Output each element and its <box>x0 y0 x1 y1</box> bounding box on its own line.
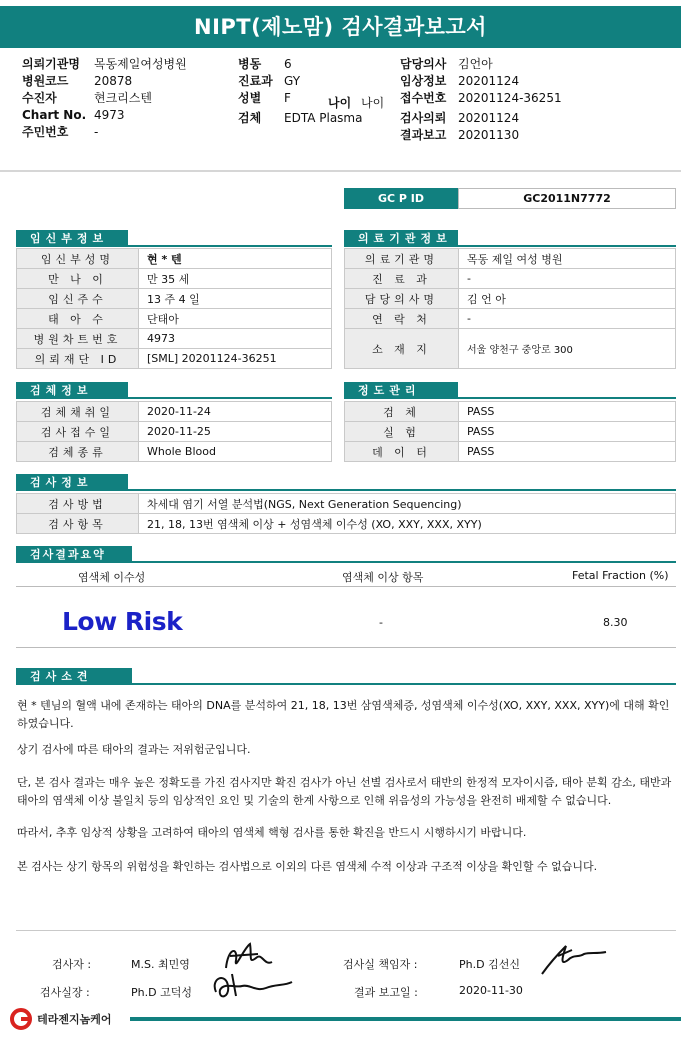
header-field <box>22 124 187 141</box>
institution-row-value: 김 언 아 <box>459 289 676 309</box>
pregnant-row-value: 4973 <box>139 329 332 349</box>
header-field-label: 병동 <box>238 57 262 71</box>
pregnant-row-value: 13 주 4 일 <box>139 289 332 309</box>
header-field-label: 수진자 <box>22 91 57 105</box>
qc-row <box>345 442 676 462</box>
institution-row-value: 목동 제일 여성 병원 <box>459 249 676 269</box>
tester-label: 검사자 : <box>52 958 92 971</box>
institution-row <box>345 329 676 369</box>
header-field-value: 20201130 <box>458 128 520 142</box>
header-field <box>238 110 362 127</box>
section-institution-info: 의료기관정보 <box>344 230 458 247</box>
qc-row-value: PASS <box>459 422 676 442</box>
summary-col-abnormal: 염색체 이상 항목 <box>342 571 424 584</box>
header-field-value: F <box>284 91 291 105</box>
section-pregnant-info: 임신부정보 <box>16 230 128 247</box>
director-signature <box>206 968 296 1004</box>
qc-row <box>345 422 676 442</box>
header-column-2 <box>238 56 362 127</box>
report-date: 2020-11-30 <box>459 984 523 997</box>
opinion-paragraph: 본 검사는 상기 항목의 위험성을 확인하는 검사법으로 이외의 다른 염색체 수적 이상과 구조적 이상을 확인할 수 없습니다. <box>17 860 598 873</box>
summary-result: Low Risk <box>62 607 183 636</box>
lab-head-label: 검사실 책임자 : <box>343 958 418 971</box>
institution-row <box>345 269 676 289</box>
header-field <box>400 127 562 144</box>
section-test-info: 검사정보 <box>16 474 128 491</box>
header-field-label: 주민번호 <box>22 125 69 139</box>
header-field <box>22 90 187 107</box>
gcpid-label: GC P ID <box>344 188 458 209</box>
institution-info-table <box>344 248 676 369</box>
test-row-label: 검사방법 <box>17 494 139 514</box>
header-field-label: 결과보고 <box>400 128 447 142</box>
section-specimen-info: 검체정보 <box>16 382 128 399</box>
header-field-label: 진료과 <box>238 74 273 88</box>
age-value: 나이 <box>361 96 385 110</box>
header-field-value: 20201124-36251 <box>458 91 562 105</box>
pregnant-row-label: 만 나 이 <box>17 269 139 289</box>
header-field-value: GY <box>284 74 301 88</box>
qc-row <box>345 402 676 422</box>
specimen-row <box>17 442 332 462</box>
header-field <box>400 73 562 90</box>
header-field-label: 담당의사 <box>400 57 447 71</box>
pregnant-row-label: 임신주수 <box>17 289 139 309</box>
header-column-1 <box>22 56 187 141</box>
logo-mark-icon <box>10 1008 32 1030</box>
header-field-value: 20201124 <box>458 111 520 125</box>
header-field-label: 병원코드 <box>22 74 69 88</box>
header-field-label: 검사의뢰 <box>400 111 447 125</box>
header-field-value: 6 <box>284 57 292 71</box>
specimen-row-value: 2020-11-25 <box>139 422 332 442</box>
pregnant-row-value: 현 * 텐 <box>139 249 332 269</box>
institution-row-label: 소 재 지 <box>345 329 459 369</box>
pregnant-row <box>17 349 332 369</box>
test-row-value: 차세대 염기 서열 분석법(NGS, Next Generation Sequencing) <box>139 494 676 514</box>
pregnant-row-label: 임신부성명 <box>17 249 139 269</box>
specimen-row-value: Whole Blood <box>139 442 332 462</box>
header-field-label: 의뢰기관명 <box>22 57 80 71</box>
institution-row <box>345 289 676 309</box>
header-field <box>400 110 562 127</box>
header-field-label: 성별 <box>238 91 262 105</box>
header-field-value: EDTA Plasma <box>284 111 363 125</box>
header-field-value: 김언아 <box>458 57 493 71</box>
opinion-paragraph: 현 * 텐님의 혈액 내에 존재하는 태아의 DNA를 분석하여 21, 18, 13번 삼염색체증, 성염색체 이수성(XO, XXY, XXX, XYY)에 대해 확인하였습니다. <box>17 699 670 730</box>
section-opinion: 검사소견 <box>16 668 132 685</box>
specimen-info-table <box>16 401 332 462</box>
director-label: 검사실장 : <box>40 986 90 999</box>
pregnant-row <box>17 269 332 289</box>
header-field-value: 20878 <box>94 74 133 88</box>
signature-rule <box>16 930 676 931</box>
section-rule <box>16 683 676 685</box>
header-field <box>400 90 562 107</box>
institution-row-value: - <box>459 309 676 329</box>
header-field-label: 접수번호 <box>400 91 447 105</box>
institution-row-value: - <box>459 269 676 289</box>
header-field-label: Chart No. <box>22 108 87 122</box>
pregnant-info-table <box>16 248 332 369</box>
header-field <box>22 107 187 124</box>
section-rule <box>16 561 676 563</box>
age-field <box>328 95 384 112</box>
qc-table <box>344 401 676 462</box>
pregnant-row-value: 단태아 <box>139 309 332 329</box>
footer-rule <box>130 1017 681 1021</box>
section-rule <box>344 245 676 247</box>
header-field <box>22 73 187 90</box>
institution-row-label: 진 료 과 <box>345 269 459 289</box>
institution-row-label: 담당의사명 <box>345 289 459 309</box>
section-rule <box>16 489 676 491</box>
summary-col-aneuploidy: 염색체 이수성 <box>78 571 146 584</box>
pregnant-row-value: 만 35 세 <box>139 269 332 289</box>
header-column-3 <box>400 56 562 144</box>
qc-row-label: 실 험 <box>345 422 459 442</box>
gcpid-value: GC2011N7772 <box>458 188 676 209</box>
pregnant-row <box>17 289 332 309</box>
opinion-paragraph: 상기 검사에 따른 태아의 결과는 저위험군입니다. <box>17 743 251 756</box>
pregnant-row-label: 병원차트번호 <box>17 329 139 349</box>
qc-row-label: 데 이 터 <box>345 442 459 462</box>
opinion-paragraph: 단, 본 검사 결과는 매우 높은 정확도를 가진 검사지만 확진 검사가 아닌 선별 검사로서 태반의 한정적 모자이시즘, 태아 분획 감소, 태반과 태아의 염색체 이상 불일치 등의 임상적인 요인 및 기술의 한계 사항으로 인해 위음성의 가능성을 완전히 배제할 수 없습니다. <box>17 776 672 807</box>
company-logo <box>10 1008 111 1030</box>
header-field <box>400 56 562 73</box>
test-row-value: 21, 18, 13번 염색체 이상 + 성염색체 이수성 (XO, XXY, XXX, XYY) <box>139 514 676 534</box>
pregnant-row-label: 의뢰재단 ID <box>17 349 139 369</box>
director-name: Ph.D 고덕성 <box>131 986 192 999</box>
age-label: 나이 <box>328 96 352 110</box>
test-row-label: 검사항목 <box>17 514 139 534</box>
qc-row-label: 검 체 <box>345 402 459 422</box>
section-rule <box>16 245 332 247</box>
institution-row-label: 의료기관명 <box>345 249 459 269</box>
header-field <box>238 56 362 73</box>
header-field-label: 임상정보 <box>400 74 447 88</box>
pregnant-row-label: 태 아 수 <box>17 309 139 329</box>
lab-head-name: Ph.D 김선신 <box>459 958 520 971</box>
section-qc: 정도관리 <box>344 382 458 399</box>
lab-head-signature <box>538 940 610 980</box>
report-date-label: 결과 보고일 : <box>354 986 418 999</box>
summary-col-fetal-fraction: Fetal Fraction (%) <box>572 569 669 582</box>
header-field-value: 목동제일여성병원 <box>94 57 187 71</box>
specimen-row <box>17 422 332 442</box>
institution-row-label: 연 락 처 <box>345 309 459 329</box>
header-field-value: 20201124 <box>458 74 520 88</box>
header-field <box>22 56 187 73</box>
section-rule <box>344 397 676 399</box>
specimen-row <box>17 402 332 422</box>
summary-abnormal-value: - <box>379 616 383 629</box>
summary-header-rule <box>16 586 676 587</box>
summary-fetal-fraction-value: 8.30 <box>603 616 628 629</box>
pregnant-row <box>17 329 332 349</box>
specimen-row-label: 검체종류 <box>17 442 139 462</box>
specimen-row-label: 검체채취일 <box>17 402 139 422</box>
pregnant-row <box>17 309 332 329</box>
qc-row-value: PASS <box>459 442 676 462</box>
summary-bottom-rule <box>16 647 676 648</box>
specimen-row-value: 2020-11-24 <box>139 402 332 422</box>
header-divider <box>0 170 681 172</box>
test-row <box>17 514 676 534</box>
section-rule <box>16 397 332 399</box>
test-row <box>17 494 676 514</box>
header-field-value: - <box>94 125 99 139</box>
institution-row <box>345 309 676 329</box>
specimen-row-label: 검사접수일 <box>17 422 139 442</box>
header-field-label: 검체 <box>238 111 262 125</box>
section-summary: 검사결과요약 <box>16 546 132 563</box>
logo-text: 테라젠지놈케어 <box>37 1013 112 1026</box>
pregnant-row <box>17 249 332 269</box>
institution-row <box>345 249 676 269</box>
header-field-value: 4973 <box>94 108 125 122</box>
tester-name: M.S. 최민영 <box>131 958 190 971</box>
institution-row-value: 서울 양천구 중앙로 300 <box>459 329 676 369</box>
opinion-paragraph: 따라서, 추후 임상적 상황을 고려하여 태아의 염색체 핵형 검사를 통한 확진을 반드시 시행하시기 바랍니다. <box>17 826 527 839</box>
qc-row-value: PASS <box>459 402 676 422</box>
pregnant-row-value: [SML] 20201124-36251 <box>139 349 332 369</box>
report-title: NIPT(제노맘) 검사결과보고서 <box>0 6 681 48</box>
header-field <box>238 73 362 90</box>
test-info-table <box>16 493 676 534</box>
header-field-value: 현크리스텐 <box>94 91 152 105</box>
